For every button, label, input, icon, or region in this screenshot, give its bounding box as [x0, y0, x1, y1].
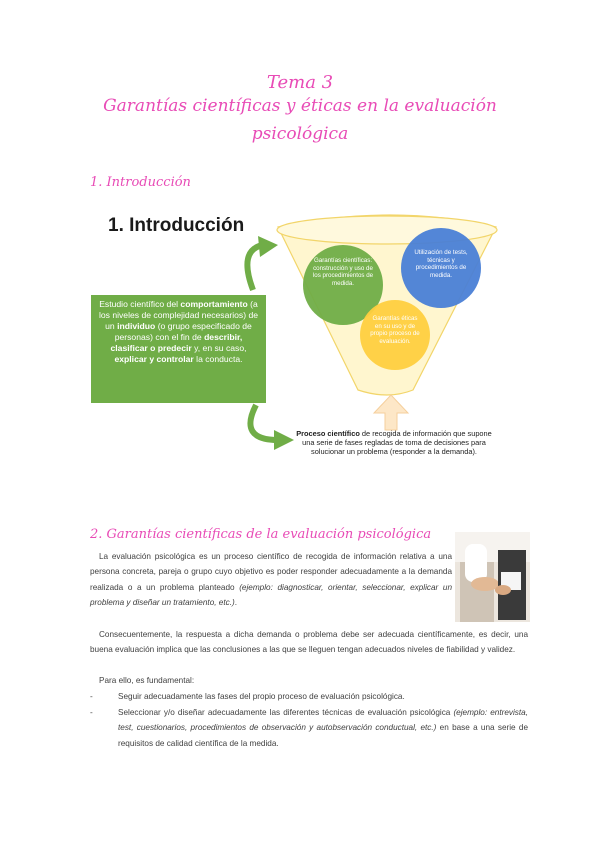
- definition-part-bold: describir, clasificar o predecir: [110, 332, 243, 353]
- paragraph-1-example: (ejemplo: diagnosticar, orientar, seleccionar, explicar un problema y diseñar un tratamiento, etc.): [90, 582, 452, 608]
- bullet-item-2: Seleccionar y/o diseñar adecuadamente las diferentes técnicas de evaluación psicológica (ejemplo: entrevista, test, cuestionarios, procedimientos de observación y autobservación conductual, etc.) en base a una serie de requisitos de calidad científica de la medida.: [118, 708, 528, 748]
- definition-part: y, en su caso,: [191, 343, 247, 353]
- circle-blue-text: Utilización de tests, técnicas y procedimientos de medida.: [414, 249, 468, 279]
- bullet-item-2-example: (ejemplo: entrevista, test, cuestionarios, procedimientos de observación y autobservación conductual, etc.): [118, 708, 528, 733]
- bullet-mark: -: [90, 692, 93, 701]
- process-text: [294, 429, 494, 457]
- paragraph-3: Para ello, es fundamental:: [99, 676, 195, 685]
- introduction-diagram: [88, 205, 508, 480]
- tema-label: Tema 3: [266, 72, 334, 93]
- bullet-mark: -: [90, 708, 93, 717]
- definition-part: Estudio científico del: [99, 299, 181, 309]
- paragraph-1-text: La evaluación psicológica es un proceso científico de recogida de información relativa a una persona concreta, pareja o grupo cuyo objetivo es poder responder adecuadamente a la demanda realizada o a un problema planteado: [90, 552, 452, 592]
- definition-part-bold: comportamiento: [180, 299, 248, 309]
- consultation-photo: [455, 532, 530, 622]
- curved-arrow-bottom-icon: [250, 405, 278, 440]
- process-bold: Proceso científico: [296, 429, 360, 438]
- arrow-head-top-icon: [258, 236, 278, 257]
- process-rest: de recogida de información que supone una serie de fases regladas de toma de decisiones para solucionar un problema (responder a la demanda).: [302, 429, 492, 457]
- diagram-title: 1. Introducción: [108, 215, 245, 236]
- definition-box: [91, 295, 266, 403]
- paragraph-2: Consecuentemente, la respuesta a dicha demanda o problema debe ser adecuada científicamente, es decir, una buena evaluación implica que las conclusiones a las que se lleguen tengan adecuados niveles de fiabilidad y validez.: [90, 630, 528, 655]
- definition-part-bold: individuo: [117, 321, 156, 331]
- paragraph-1: La evaluación psicológica es un proceso científico de recogida de información relativa a una persona concreta, pareja o grupo cuyo objetivo es poder responder adecuadamente a la demanda realizada o a un problema planteado (ejemplo: diagnosticar, orientar, seleccionar, explicar un problema y diseñar un tratamiento, etc.).: [90, 552, 452, 608]
- circle-green-text: Garantías científicas: construcción y uso de los procedimientos de medida.: [312, 257, 374, 287]
- definition-part: la conducta.: [193, 354, 243, 364]
- up-arrow-icon: [374, 395, 408, 430]
- definition-part: (a los niveles de complejidad necesarios) de un: [98, 299, 259, 331]
- definition-part: (o grupo especificado de personas) con el fin de: [114, 321, 252, 342]
- section2-heading: 2. Garantías científicas de la evaluación psicológica: [90, 527, 432, 542]
- page-title-line1: Garantías científicas y éticas en la evaluación: [103, 96, 497, 116]
- bullet-item-1: Seguir adecuadamente las fases del propio proceso de evaluación psicológica.: [118, 692, 405, 701]
- definition-part-bold: explicar y controlar: [114, 354, 194, 364]
- page-title-line2: psicológica: [251, 124, 349, 144]
- circle-yellow-text: Garantías éticas en su uso y de propio proceso de evaluación.: [370, 315, 420, 345]
- section1-heading: 1. Introducción: [90, 175, 191, 190]
- arrow-head-bottom-icon: [274, 430, 294, 450]
